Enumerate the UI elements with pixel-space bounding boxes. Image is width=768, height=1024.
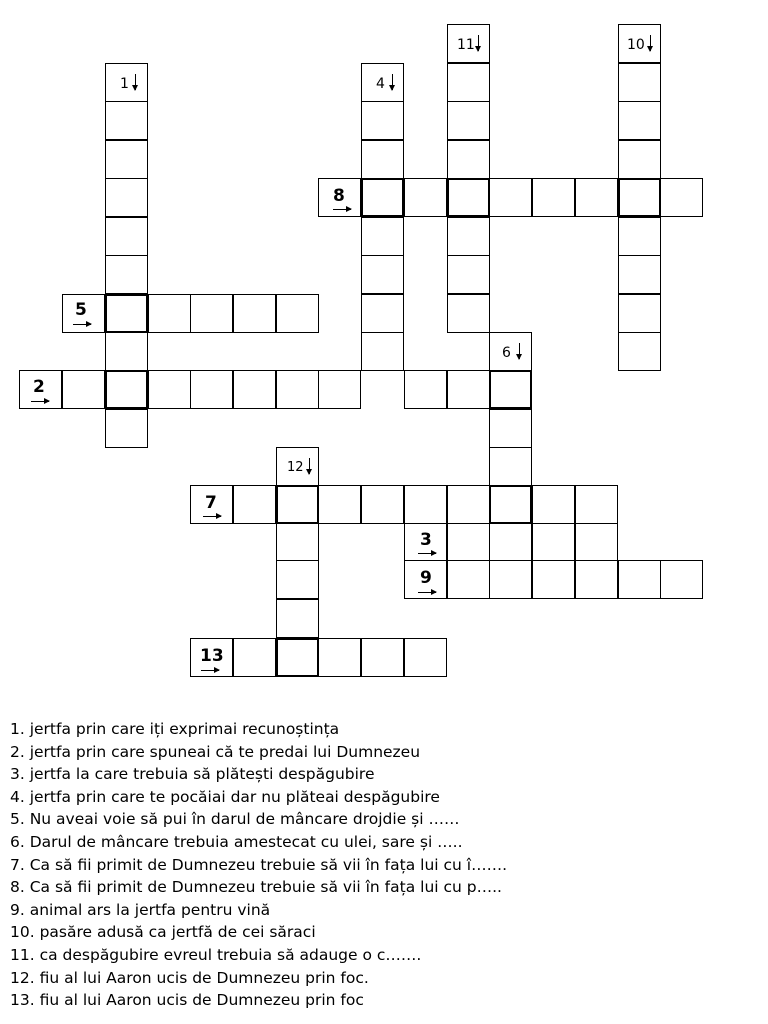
clue-10: 10. pasăre adusă ca jertfă de cei săraci bbox=[10, 923, 316, 942]
crossword-cell[interactable] bbox=[618, 178, 661, 217]
clue-9: 9. animal ars la jertfa pentru vină bbox=[10, 900, 271, 919]
crossword-cell[interactable] bbox=[361, 332, 404, 371]
crossword-cell[interactable] bbox=[361, 217, 404, 256]
crossword-cell[interactable] bbox=[276, 370, 319, 409]
crossword-cell[interactable] bbox=[190, 370, 233, 409]
clue-13: 13. fiu al lui Aaron ucis de Dumnezeu prin foc bbox=[10, 991, 364, 1010]
crossword-cell[interactable] bbox=[575, 560, 618, 599]
crossword-cell[interactable] bbox=[361, 294, 404, 333]
crossword-cell[interactable] bbox=[318, 370, 361, 409]
crossword-cell[interactable] bbox=[105, 294, 148, 333]
crossword-cell[interactable] bbox=[233, 638, 276, 677]
crossword-cell[interactable] bbox=[404, 370, 447, 409]
arrow-down-icon bbox=[135, 74, 136, 90]
clue-7: 7. Ca să fii primit de Dumnezeu trebuie să vii în fața lui cu î……. bbox=[10, 855, 508, 874]
arrow-down-icon bbox=[650, 35, 651, 51]
clue-number-4: 4 bbox=[376, 76, 385, 92]
crossword-cell[interactable] bbox=[575, 178, 618, 217]
clue-2: 2. jertfa prin care spuneai că te predai lui Dumnezeu bbox=[10, 742, 421, 761]
crossword-cell[interactable] bbox=[318, 485, 361, 524]
crossword-cell[interactable] bbox=[618, 101, 661, 140]
crossword-cell[interactable] bbox=[532, 522, 575, 561]
clue-4: 4. jertfa prin care te pocăiai dar nu plăteai despăgubire bbox=[10, 787, 440, 806]
crossword-cell[interactable] bbox=[447, 522, 490, 561]
crossword-cell[interactable] bbox=[660, 560, 703, 599]
crossword-cell[interactable] bbox=[148, 370, 191, 409]
crossword-cell[interactable] bbox=[318, 638, 361, 677]
clue-number-3: 3 bbox=[420, 530, 432, 550]
crossword-cell[interactable] bbox=[105, 140, 148, 179]
crossword-cell[interactable] bbox=[447, 255, 490, 294]
crossword-cell[interactable] bbox=[105, 332, 148, 371]
crossword-cell[interactable] bbox=[404, 178, 447, 217]
clue-number-2: 2 bbox=[33, 377, 45, 397]
crossword-cell[interactable] bbox=[190, 294, 233, 333]
clue-number-7: 7 bbox=[205, 493, 217, 513]
crossword-cell[interactable] bbox=[575, 485, 618, 524]
crossword-cell[interactable] bbox=[105, 217, 148, 256]
crossword-cell[interactable] bbox=[276, 522, 319, 561]
clue-8: 8. Ca să fii primit de Dumnezeu trebuie să vii în fața lui cu p….. bbox=[10, 878, 502, 897]
crossword-cell[interactable] bbox=[532, 178, 575, 217]
crossword-cell[interactable] bbox=[447, 294, 490, 333]
crossword-cell[interactable] bbox=[489, 370, 532, 409]
crossword-cell[interactable] bbox=[276, 485, 319, 524]
crossword-cell[interactable] bbox=[660, 178, 703, 217]
clue-number-13: 13 bbox=[200, 646, 224, 666]
crossword-cell[interactable] bbox=[276, 560, 319, 599]
arrow-down-icon bbox=[519, 343, 520, 359]
arrow-down-icon bbox=[309, 458, 310, 474]
arrow-down-icon bbox=[478, 35, 479, 51]
crossword-cell[interactable] bbox=[276, 638, 319, 677]
arrow-right-icon bbox=[333, 209, 351, 210]
clue-list bbox=[10, 718, 750, 1012]
arrow-right-icon bbox=[201, 670, 219, 671]
crossword-cell[interactable] bbox=[361, 178, 404, 217]
clue-12: 12. fiu al lui Aaron ucis de Dumnezeu prin foc. bbox=[10, 968, 369, 987]
crossword-cell[interactable] bbox=[489, 447, 532, 486]
clue-1: 1. jertfa prin care iți exprimai recunoștința bbox=[10, 720, 340, 738]
crossword-cell[interactable] bbox=[361, 485, 404, 524]
arrow-right-icon bbox=[203, 516, 221, 517]
clue-number-12: 12 bbox=[287, 460, 304, 475]
arrow-down-icon bbox=[392, 74, 393, 90]
crossword-cell[interactable] bbox=[361, 140, 404, 179]
clue-number-11: 11 bbox=[457, 37, 475, 53]
clue-6: 6. Darul de mâncare trebuia amestecat cu ulei, sare și ….. bbox=[10, 832, 463, 851]
crossword-cell[interactable] bbox=[489, 560, 532, 599]
arrow-right-icon bbox=[73, 324, 91, 325]
arrow-right-icon bbox=[31, 401, 49, 402]
arrow-right-icon bbox=[418, 553, 436, 554]
crossword-cell[interactable] bbox=[276, 599, 319, 638]
crossword-cell[interactable] bbox=[489, 485, 532, 524]
crossword-cell[interactable] bbox=[447, 63, 490, 102]
clue-3: 3. jertfa la care trebuia să plătești despăgubire bbox=[10, 765, 375, 784]
crossword-cell[interactable] bbox=[62, 370, 105, 409]
crossword-cell[interactable] bbox=[276, 294, 319, 333]
crossword-cell[interactable] bbox=[233, 370, 276, 409]
crossword-cell[interactable] bbox=[532, 560, 575, 599]
crossword-cell[interactable] bbox=[361, 255, 404, 294]
crossword-cell[interactable] bbox=[489, 409, 532, 448]
crossword-cell[interactable] bbox=[532, 485, 575, 524]
crossword-cell[interactable] bbox=[447, 560, 490, 599]
crossword-cell[interactable] bbox=[105, 370, 148, 409]
crossword-cell[interactable] bbox=[575, 522, 618, 561]
crossword-cell[interactable] bbox=[618, 560, 661, 599]
crossword-cell[interactable] bbox=[618, 217, 661, 256]
crossword-cell[interactable] bbox=[447, 140, 490, 179]
crossword-cell[interactable] bbox=[105, 178, 148, 217]
crossword-cell[interactable] bbox=[105, 101, 148, 140]
crossword-cell[interactable] bbox=[404, 485, 447, 524]
clue-number-8: 8 bbox=[333, 186, 345, 206]
clue-number-5: 5 bbox=[75, 300, 87, 320]
crossword-cell[interactable] bbox=[618, 332, 661, 371]
crossword-cell[interactable] bbox=[618, 63, 661, 102]
crossword-cell[interactable] bbox=[361, 638, 404, 677]
crossword-cell[interactable] bbox=[618, 294, 661, 333]
clue-11: 11. ca despăgubire evreul trebuia să adauge o c……. bbox=[10, 945, 422, 964]
crossword-cell[interactable] bbox=[233, 485, 276, 524]
crossword-cell[interactable] bbox=[489, 522, 532, 561]
crossword-cell[interactable] bbox=[447, 217, 490, 256]
clue-5: 5. Nu aveai voie să pui în darul de mâncare drojdie și …… bbox=[10, 810, 460, 829]
crossword-cell[interactable] bbox=[105, 409, 148, 448]
crossword-cell[interactable] bbox=[618, 140, 661, 179]
clue-number-6: 6 bbox=[502, 345, 511, 361]
crossword-cell[interactable] bbox=[618, 255, 661, 294]
crossword-cell[interactable] bbox=[447, 101, 490, 140]
crossword-cell[interactable] bbox=[404, 638, 447, 677]
clue-number-9: 9 bbox=[420, 568, 432, 588]
clue-number-1: 1 bbox=[120, 76, 129, 92]
crossword-cell[interactable] bbox=[361, 101, 404, 140]
arrow-right-icon bbox=[418, 592, 436, 593]
crossword-cell[interactable] bbox=[447, 485, 490, 524]
crossword-cell[interactable] bbox=[447, 370, 490, 409]
crossword-cell[interactable] bbox=[447, 178, 490, 217]
crossword-cell[interactable] bbox=[148, 294, 191, 333]
crossword-cell[interactable] bbox=[233, 294, 276, 333]
clue-number-10: 10 bbox=[627, 37, 645, 53]
crossword-cell[interactable] bbox=[489, 178, 532, 217]
crossword-cell[interactable] bbox=[105, 255, 148, 294]
